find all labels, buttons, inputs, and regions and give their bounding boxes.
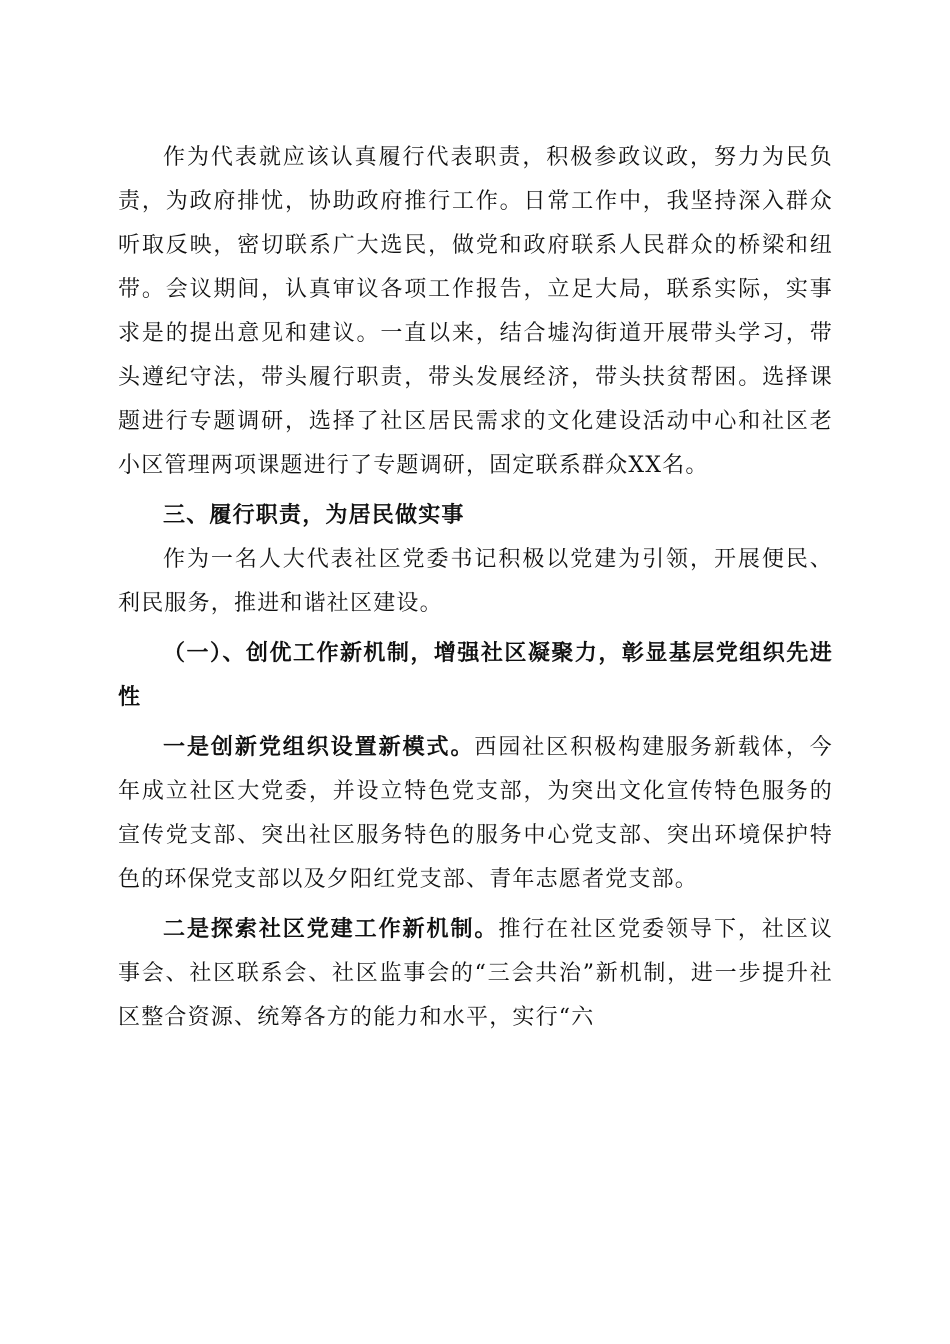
- paragraph-new-mechanism: [118, 908, 833, 1040]
- subsection-heading-one: （一）、创优工作新机制，增强社区凝聚力，彰显基层党组织先进性: [118, 641, 833, 710]
- document-page: [118, 136, 833, 1040]
- paragraph-party-secretary: 作为一名人大代表社区党委书记积极以党建为引领，开展便民、利民服务，推进和谐社区建设。: [118, 547, 833, 616]
- paragraph-body-new-mechanism: 推行在社区党委领导下，社区议事会、社区联系会、社区监事会的“三会共治”新机制，进一步提升社区整合资源、统筹各方的能力和水平，实行“六: [118, 917, 833, 1030]
- paragraph-body-new-model: 西园社区积极构建服务新载体，今年成立社区大党委，并设立特色党支部，为突出文化宣传特色服务的宣传党支部、突出社区服务特色的服务中心党支部、突出环境保护特色的环保党支部以及夕阳红党支部、青年志愿者党支部。: [118, 735, 833, 892]
- paragraph-new-model: [118, 726, 833, 902]
- paragraph-representative-duties: 作为代表就应该认真履行代表职责，积极参政议政，努力为民负责，为政府排忧，协助政府推行工作。日常工作中，我坚持深入群众听取反映，密切联系广大选民，做党和政府联系人民群众的桥梁和纽带。会议期间，认真审议各项工作报告，立足大局，联系实际，实事求是的提出意见和建议。一直以来，结合墟沟街道开展带头学习，带头遵纪守法，带头履行职责，带头发展经济，带头扶贫帮困。选择课题进行专题调研，选择了社区居民需求的文化建设活动中心和社区老小区管理两项课题进行了专题调研，固定联系群众XX名。: [118, 145, 833, 478]
- section-heading-three: 三、履行职责，为居民做实事: [163, 503, 465, 528]
- paragraph-lead-new-mechanism: 二是探索社区党建工作新机制。: [163, 917, 499, 942]
- paragraph-lead-new-model: 一是创新党组织设置新模式。: [163, 735, 475, 760]
